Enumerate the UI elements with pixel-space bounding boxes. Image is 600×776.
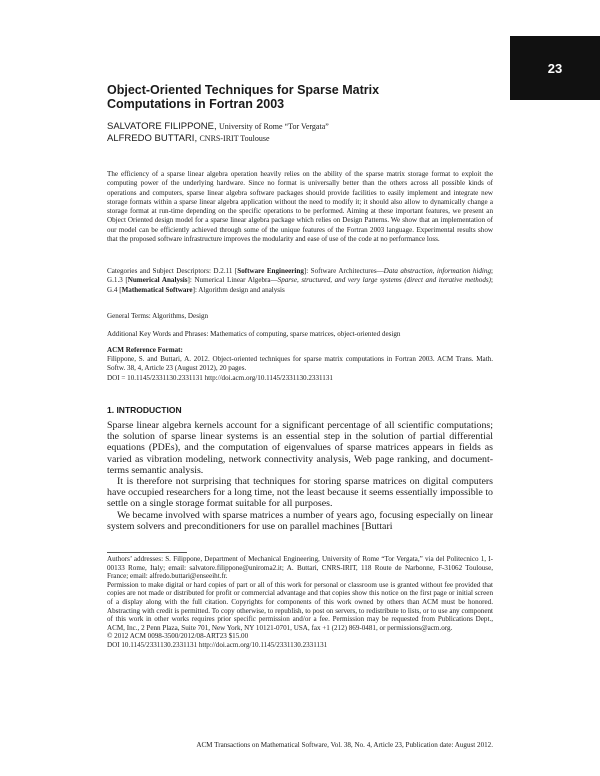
ccs-text: Categories and Subject Descriptors: D.2.11 [ — [107, 267, 238, 275]
page-number-tab — [510, 36, 600, 100]
author-name: SALVATORE FILIPPONE, — [107, 121, 217, 132]
footnote — [107, 555, 493, 650]
general-terms: General Terms: Algorithms, Design — [107, 312, 209, 320]
author-affiliation: University of Rome “Tor Vergata” — [219, 122, 329, 131]
ccs-text: ; G.4 [ — [107, 276, 494, 294]
ccs-text: ]: Software Architectures— — [303, 267, 384, 275]
ccs-subject: Sparse, structured, and very large systems (direct and iterative methods) — [277, 276, 492, 285]
permission-notice: Permission to make digital or hard copies of part or all of this work for personal or classroom use is granted without fee provided that copies are not made or distributed for profit or commercial advantage and that copies show this notice on the first page or initial screen of a display along with the full citation. Copyrights for components of this work owned by others than ACM must be honored. Abstracting with credit is permitted. To copy otherwise, to republish, to post on servers, to redistribute to lists, or to use any component of this work in other works requires prior specific permission and/or a fee. Permission may be requested from Publications Dept., ACM, Inc., 2 Penn Plaza, Suite 701, New York, NY 10121-0701, USA, fax +1 (212) 869-0481, or permissions@acm.org. — [107, 580, 493, 632]
acm-reference-heading: ACM Reference Format: — [107, 346, 183, 354]
acm-reference — [107, 355, 493, 383]
section-body — [107, 420, 493, 532]
ccs-text: ]: Algorithm design and analysis — [192, 285, 285, 294]
acm-reference-citation: Filippone, S. and Buttari, A. 2012. Object-oriented techniques for sparse matrix computations in Fortran 2003. ACM Trans. Math. Softw. 38, 4, Article 23 (August 2012), 20 pages. — [107, 355, 493, 373]
body-paragraph: It is therefore not surprising that techniques for storing sparse matrices on digital computers have occupied researchers for a long time, not the least because it seems essentially impossible to settle on a single storage format suitable for all purposes. — [107, 476, 493, 510]
author-line — [107, 121, 329, 133]
ccs-text: ; G.1.3 [ — [107, 267, 493, 285]
ccs-category: Numerical Analysis — [127, 276, 188, 285]
ccs-concepts — [107, 267, 493, 295]
page-number: 23 — [547, 60, 563, 76]
author-block — [107, 121, 329, 145]
author-line — [107, 133, 329, 145]
section-heading: 1. INTRODUCTION — [107, 405, 182, 415]
author-affiliation: CNRS-IRIT Toulouse — [199, 134, 270, 143]
body-paragraph: We became involved with sparse matrices a number of years ago, focusing especially on linear system solvers and preconditioners for use on parallel machines [Buttari — [107, 509, 493, 532]
copyright-line: © 2012 ACM 0098-3500/2012/08-ART23 $15.00 — [107, 632, 249, 641]
ccs-category: Software Engineering — [237, 267, 304, 275]
paper-title: Object-Oriented Techniques for Sparse Matrix Computations in Fortran 2003 — [107, 83, 380, 111]
ccs-subject: Data abstraction, information hiding — [383, 267, 491, 275]
ccs-text: ]: Numerical Linear Algebra— — [187, 276, 278, 285]
abstract: The efficiency of a sparse linear algebra operation heavily relies on the ability of the sparse matrix storage format to exploit the computing power of the underlying hardware. Since no format is universally better than the others across all possible kinds of operations and computers, sparse linear algebra software packages should provide facilities to easily implement and integrate new storage formats within a sparse linear algebra application without the need to modify it; it should also allow to dynamically change a storage format at run-time depending on the specific operations to be performed. Aiming at these important features, we present an Object Oriented design model for a sparse linear algebra package which relies on Design Patterns. We show that an implementation of our model can be efficiently achieved through some of the unique features of the Fortran 2003 language. Experimental results show that the proposed software infrastructure improves the modularity and ease of use of the code at no performance loss. — [107, 170, 493, 244]
keywords: Additional Key Words and Phrases: Mathematics of computing, sparse matrices, object-oriented design — [107, 330, 401, 338]
author-name: ALFREDO BUTTARI, — [107, 133, 198, 144]
body-paragraph: Sparse linear algebra kernels account for a significant percentage of all scientific computations; the solution of sparse linear systems is an essential step in the solution of partial differential equations (PDEs), and the computation of eigenvalues of sparse matrices appears in fields as varied as vibration modeling, network connectivity analysis, Web page ranking, and document-terms semantic analysis. — [107, 420, 493, 476]
journal-footer: ACM Transactions on Mathematical Software, Vol. 38, No. 4, Article 23, Publication date: August 2012. — [196, 741, 493, 749]
footnote-rule — [107, 552, 187, 553]
ccs-category: Mathematical Software — [121, 285, 193, 294]
doi-line: DOI 10.1145/2331130.2331131 http://doi.acm.org/10.1145/2331130.2331131 — [107, 640, 328, 649]
acm-reference-doi: DOI = 10.1145/2331130.2331131 http://doi.acm.org/10.1145/2331130.2331131 — [107, 373, 333, 382]
author-addresses: Authors’ addresses: S. Filippone, Department of Mechanical Engineering, University of Rome “Tor Vergata,” via del Politecnico 1, I-00133 Rome, Italy; email: salvatore.filippone@uniroma2.it; A. Buttari, CNRS-IRIT, 118 Route de Narbonne, F-31062 Toulouse, France; email: alfredo.buttari@enseeiht.fr. — [107, 555, 493, 581]
